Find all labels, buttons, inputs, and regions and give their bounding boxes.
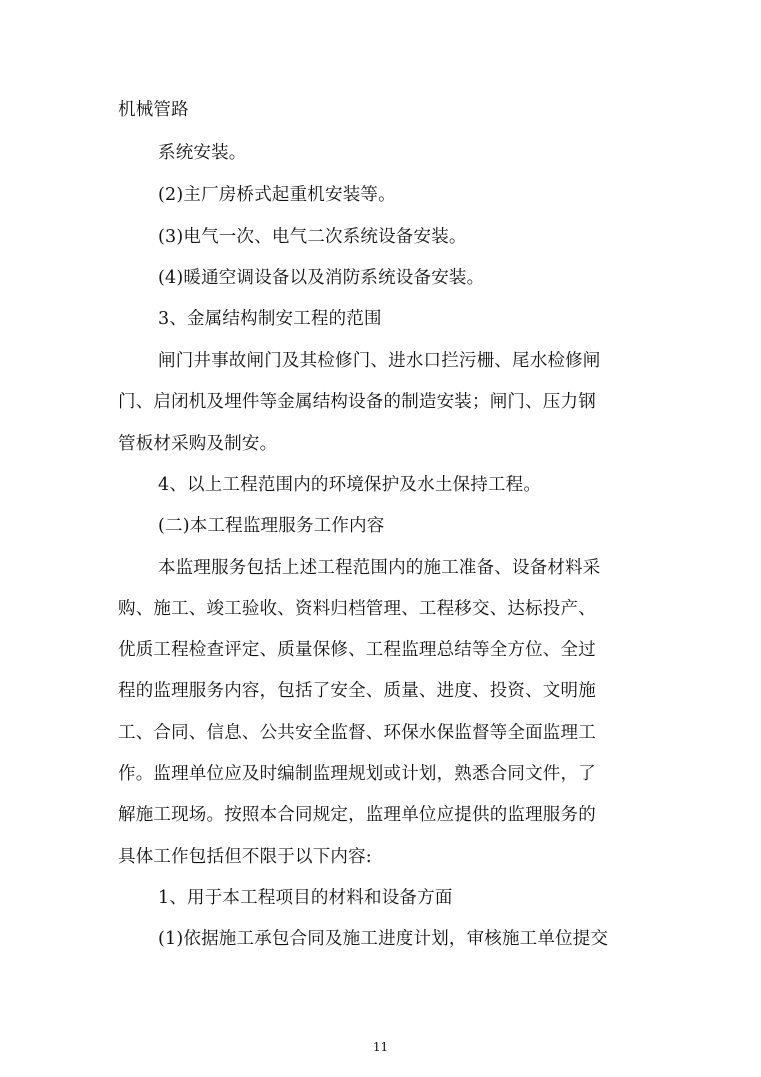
text-line: 管板材采购及制安。 [118,434,278,454]
text-line: 闸门井事故闸门及其检修门、进水口拦污栅、尾水检修闸 [158,351,601,371]
text-line: 具体工作包括但不限于以下内容: [118,847,372,867]
section-heading: 1、用于本工程项目的材料和设备方面 [158,888,453,908]
page-number: 11 [372,1040,389,1054]
text-line: 作。监理单位应及时编制监理规划或计划，熟悉合同文件，了 [118,764,596,784]
text-line: 工、合同、信息、公共安全监督、环保水保监督等全面监理工 [118,723,596,743]
text-line: (3)电气一次、电气二次系统设备安装。 [158,227,467,247]
text-line: 机械管路 [118,100,189,120]
section-heading: (二)本工程监理服务工作内容 [158,516,385,536]
text-line: 优质工程检查评定、质量保修、工程监理总结等全方位、全过 [118,640,596,660]
text-line: 程的监理服务内容，包括了安全、质量、进度、投资、文明施 [118,681,596,701]
text-line: 系统安装。 [158,143,247,163]
text-line: (2)主厂房桥式起重机安装等。 [158,185,396,205]
text-line: 购、施工、竣工验收、资料归档管理、工程移交、达标投产、 [118,599,596,619]
section-heading: 4、以上工程范围内的环境保护及水土保持工程。 [158,475,542,495]
text-line: (4)暖通空调设备以及消防系统设备安装。 [158,268,485,288]
text-line: 解施工现场。按照本合同规定，监理单位应提供的监理服务的 [118,805,596,825]
section-heading: 3、金属结构制安工程的范围 [158,309,382,329]
text-line: 本监理服务包括上述工程范围内的施工准备、设备材料采 [158,558,601,578]
text-line: 门、启闭机及埋件等金属结构设备的制造安装；闸门、压力钢 [118,392,596,412]
text-line: (1)依据施工承包合同及施工进度计划，审核施工单位提交 [158,929,609,949]
